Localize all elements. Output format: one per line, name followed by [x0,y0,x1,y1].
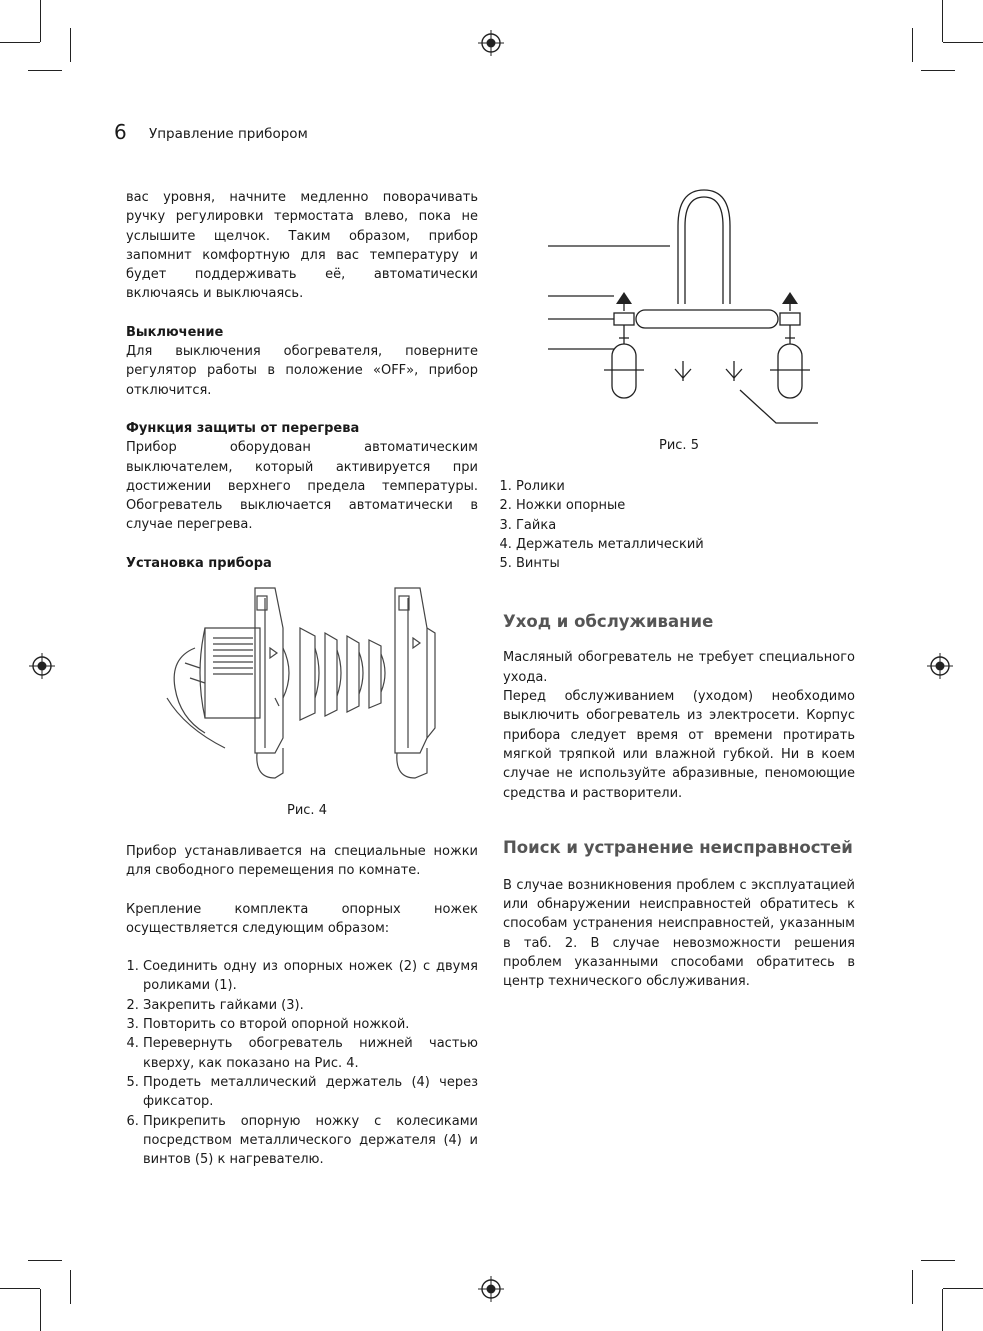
overheat-paragraph: Прибор оборудован автоматическим выключателем, который активируется при достижении верхнего предела температуры. Обогреватель выключается автоматически в случае перегрева. [126,440,478,533]
install-heading: Установка прибора [126,555,272,571]
crop-mark [28,1260,62,1261]
list-item: 5. Продеть металлический держатель (4) через фиксатор. [143,1073,478,1112]
intro-paragraph: вас уровня, начните медленно поворачивать ручку регулировки термостата влево, пока не услышите щелчок. Таким образом, прибор запомнит комфортную для вас температуру и будет поддерживать её, автоматически включаясь и выключаясь. [126,190,478,302]
install-paragraph-2: Крепление комплекта опорных ножек осуществляется следующим образом: [126,901,478,936]
shutdown-heading: Выключение [126,324,224,340]
care-paragraph-2: Перед обслуживанием (уходом) необходимо выключить обогреватель из электросети. Корпус прибора следует время от времени протирать мягкой тряпкой или влажной губкой. Ни в коем случае не используйте абразивные, пеномоющие средства и растворители. [503,689,855,801]
crop-mark [912,1270,913,1304]
crop-mark [40,1289,41,1331]
left-column-lower [126,842,478,1169]
list-item: 2. Ножки опорные [516,496,855,515]
running-head: Управление прибором [149,126,308,142]
trouble-heading: Поиск и устранение неисправностей [503,837,853,857]
install-paragraph-1: Прибор устанавливается на специальные ножки для свободного перемещения по комнате. [126,844,478,879]
list-item: 1. Ролики [516,477,855,496]
registration-mark-bottom [478,1276,504,1302]
left-column [126,188,478,573]
figure-5-parts-diagram [548,186,820,426]
list-item: 2. Закрепить гайками (3). [143,996,478,1015]
list-item: 6. Прикрепить опорную ножку с колесиками посредством металлического держателя (4) и винтов (5) к нагревателю. [143,1112,478,1170]
registration-mark-right [927,653,953,679]
registration-mark-top [478,30,504,56]
crop-mark [942,1289,943,1331]
list-item: 1. Соединить одну из опорных ножек (2) с двумя роликами (1). [143,957,478,996]
overheat-heading: Функция защиты от перегрева [126,420,360,436]
crop-mark [28,70,62,71]
crop-mark [40,0,41,42]
shutdown-paragraph: Для выключения обогревателя, поверните регулятор работы в положение «OFF», прибор отключится. [126,344,478,398]
crop-mark [912,28,913,62]
crop-mark [70,28,71,62]
list-item: 3. Гайка [516,516,855,535]
figure-4-heater-illustration [165,588,445,783]
crop-mark [921,1260,955,1261]
crop-mark [943,1288,983,1289]
list-item: 5. Винты [516,554,855,573]
figure-4-caption: Рис. 4 [287,803,327,818]
right-column [503,477,855,992]
crop-mark [70,1270,71,1304]
crop-mark [921,70,955,71]
crop-mark [942,0,943,42]
care-heading: Уход и обслуживание [503,612,714,632]
list-item: 3. Повторить со второй опорной ножкой. [143,1015,478,1034]
list-item: 4. Перевернуть обогреватель нижней частью кверху, как показано на Рис. 4. [143,1034,478,1073]
crop-mark [943,42,983,43]
parts-list [503,477,855,573]
install-steps-list [126,957,478,1169]
registration-mark-left [29,653,55,679]
trouble-paragraph: В случае возникновения проблем с эксплуатацией или обнаружении неисправностей обратитесь к способам устранения неисправностей, указанным в таб. 2. В случае невозможности решения проблем указанными способами обратитесь в центр технического обслуживания. [503,877,855,990]
crop-mark [0,1288,40,1289]
care-paragraph-1: Масляный обогреватель не требует специального ухода. [503,650,855,685]
crop-mark [0,42,40,43]
list-item: 4. Держатель металлический [516,535,855,554]
page-number: 6 [114,120,127,144]
figure-5-caption: Рис. 5 [659,438,699,453]
